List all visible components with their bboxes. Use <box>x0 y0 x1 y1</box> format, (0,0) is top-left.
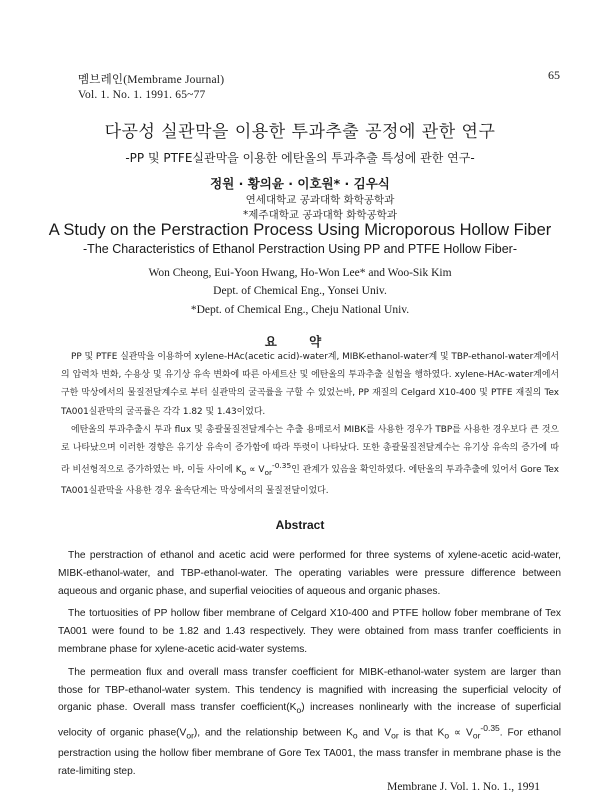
abstract-heading: Abstract <box>275 518 325 532</box>
page-footer: Membrane J. Vol. 1. No. 1., 1991 <box>387 781 540 793</box>
korean-authors: 정원 · 황의윤 · 이호원* · 김우식 <box>210 176 390 191</box>
english-abstract <box>58 547 561 786</box>
abstract-paragraph-1: The perstraction of ethanol and acetic acid were performed for three systems of xylene-acetic acid-water, MIBK-ethanol-water, and TBP-ethanol-water. The operating variables were pressure difference between aqueous and organic phase, and superfial veiocities of aqueous and organic phases. <box>58 550 561 597</box>
journal-volume: Vol. 1. No. 1. 1991. 65~77 <box>78 89 206 101</box>
journal-name: 멤브레인(Membrame Journal) <box>78 74 225 86</box>
english-title: A Study on the Perstraction Process Using Microporous Hollow Fiber <box>48 221 552 239</box>
korean-abstract-paragraph-1: PP 및 PTFE 실관막을 이용하여 xylene-HAc(acetic acid)-water계, MIBK-ethanol-water계 및 TBP-ethanol-water계에서의 압력차 변화, 수용상 및 유기상 유속 변화에 따른 아세트산 및 에탄올의 투과추출 실험을 행하였다. xylene-HAc-water계에서 구한 막상에서의 물질전달계수로 부터 실관막의 굴곡률을 구할 수 있었는바, PP 재질의 Celgard X10-400 및 PTFE 재질의 Tex TA001실관막의 굴곡률은 각각 1.82 및 1.43이었다. <box>61 352 559 417</box>
english-authors: Won Cheong, Eui-Yoon Hwang, Ho-Won Lee* and Woo-Sik Kim <box>148 267 452 279</box>
korean-affiliation-2: *제주대학교 공과대학 화학공학과 <box>243 209 397 221</box>
page-number: 65 <box>548 68 560 82</box>
english-subtitle: -The Characteristics of Ethanol Perstraction Using PP and PTFE Hollow Fiber- <box>83 242 517 256</box>
english-affiliation-1: Dept. of Chemical Eng., Yonsei Univ. <box>213 285 387 297</box>
korean-abstract <box>61 348 559 500</box>
english-affiliation-2: *Dept. of Chemical Eng., Cheju National Univ. <box>190 304 410 316</box>
abstract-paragraph-3: The permeation flux and overall mass transfer coefficient for MIBK-ethanol-water system are larger than those for TBP-ethanol-water system. This tendency is magnified with increasing the superficial velocity of organic phase. Overall mass transfer $coefficient(K_o)$ increases nonlinearly with the increase of superficial velocity of organic $phase(V_{or})$, and the relationship between $K_o$ and $V_{or}$ is that $K_o \propto V_{or}^{-0.35}$. For ethanol perstraction using the hollow fiber membrane of Gore Tex TA001, the mass transfer in membrane phase is the rate-limiting step. <box>58 666 561 778</box>
korean-title: 다공성 실관막을 이용한 투과추출 공정에 관한 연구 <box>104 122 496 142</box>
korean-affiliation-1: 연세대학교 공과대학 화학공학과 <box>245 194 395 206</box>
korean-subtitle: -PP 및 PTFE실관막을 이용한 에탄올의 투과추출 특성에 관한 연구- <box>125 151 475 165</box>
abstract-paragraph-2: The tortuosities of PP hollow fiber membrane of Celgard X10-400 and PTFE hollow fober membrane of Tex TA001 were found to be 1.82 and 1.43 respectively. They were obtained from mass tranfer coefficients in membrane phase for xylene-acetic acid-water systems. <box>58 608 561 655</box>
korean-abstract-heading: 요 약 <box>264 334 336 349</box>
korean-abstract-paragraph-2: 에탄올의 투과추출시 투과 flux 및 총괄물질전달계수는 추출 용매로서 MIBK를 사용한 경우가 TBP를 사용한 경우보다 큰 것으로 나타났으며 이러한 경향은 유기상 유속이 증가함에 따라 뚜렷이 나타났다. 또한 총괄물질전달계수는 유기상 유속의 증가에 따라 비선형적으로 증가하였는 바, 이들 사이에 $K_o \propto V_{or}^{-0.35}$인 관계가 있음을 확인하였다. 에탄올의 투과추출에 있어서 Gore Tex TA001실관막을 사용한 경우 율속단계는 막상에서의 물질전달이었다. <box>61 424 559 497</box>
